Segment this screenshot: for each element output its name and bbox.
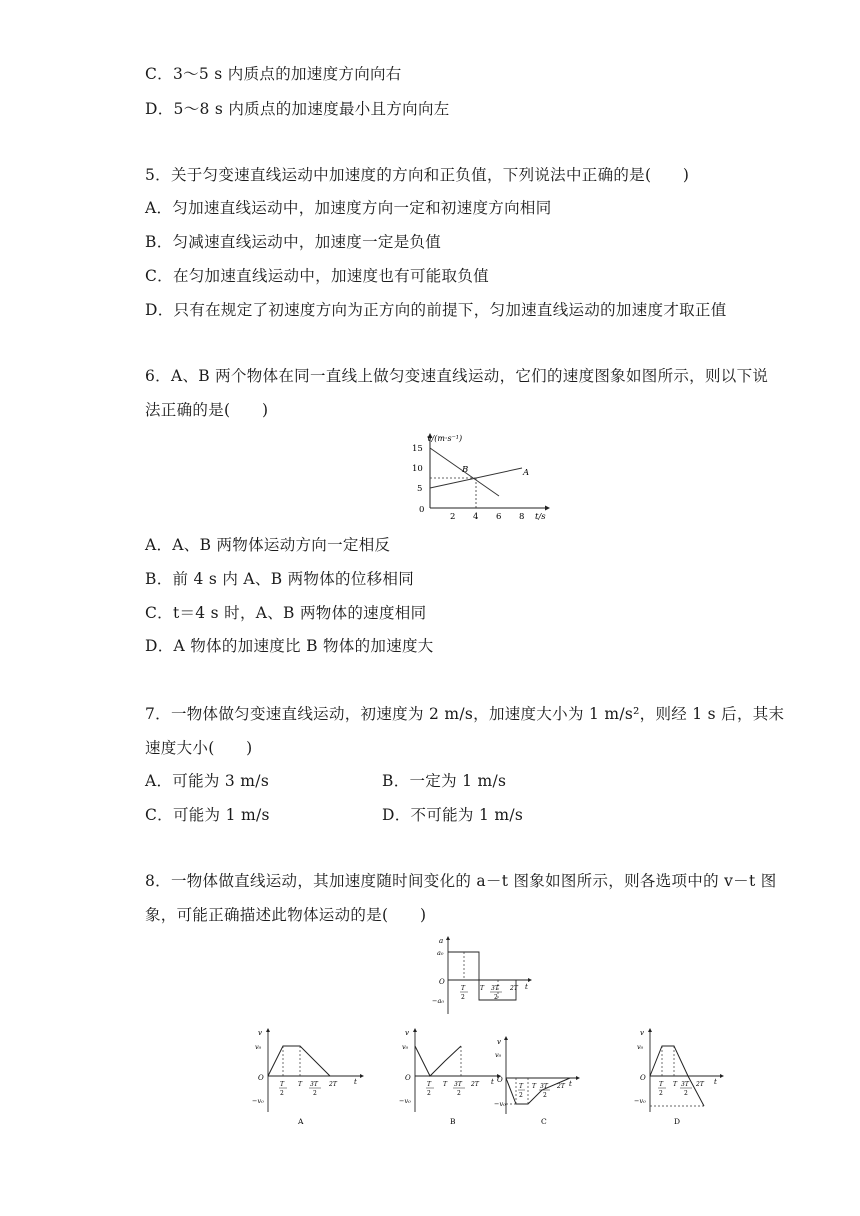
q8-vt-a-option-label: A: [298, 1117, 304, 1126]
q8-stem-line2: 象，可能正确描述此物体运动的是( ): [145, 906, 427, 924]
q8-vt-a-origin: O: [258, 1074, 264, 1082]
q5-option-d: D．只有在规定了初速度方向为正方向的前提下，匀加速直线运动的加速度才取正值: [145, 301, 727, 319]
q6-graph-ytick-5: 5: [417, 484, 423, 494]
q5-option-c: C．在匀加速直线运动中，加速度也有可能取负值: [145, 267, 489, 285]
q6-graph-xtick-6: 6: [496, 512, 502, 520]
svg-text:2: 2: [427, 1090, 431, 1097]
q8-vt-d-v: v: [640, 1029, 644, 1037]
q6-graph-xlabel: t/s: [535, 512, 546, 520]
svg-text:2: 2: [519, 1092, 523, 1099]
q8-at-tick-2T: 2T: [510, 985, 518, 992]
svg-text:T: T: [280, 1081, 285, 1088]
q6-graph-xtick-2: 2: [450, 512, 456, 520]
q8-vt-c-option-label: C: [541, 1117, 547, 1126]
q6-velocity-graph: [405, 428, 555, 520]
q4-option-c: C．3～5 s 内质点的加速度方向向右: [145, 65, 402, 83]
svg-text:T: T: [519, 1083, 524, 1090]
q8-vt-graph-d: [632, 1026, 732, 1130]
q8-at-ylabel: a: [439, 937, 444, 945]
svg-text:2: 2: [494, 994, 498, 1001]
svg-text:2T: 2T: [471, 1081, 479, 1088]
q8-vt-d-option-label: D: [674, 1117, 681, 1126]
svg-text:2: 2: [461, 994, 465, 1001]
q7-stem-line1: 7．一物体做匀变速直线运动，初速度为 2 m/s，加速度大小为 1 m/s²，则经 1 s 后，其末: [145, 705, 785, 723]
q5-stem: 5．关于匀变速直线运动中加速度的方向和正负值，下列说法中正确的是( ): [145, 166, 690, 184]
q8-at-tick-3half: 3T: [491, 985, 499, 992]
q8-at-a0: a₀: [437, 949, 444, 957]
q8-vt-c-v: v: [497, 1038, 501, 1046]
q8-vt-d-origin: O: [640, 1074, 646, 1082]
q8-vt-b-option-label: B: [450, 1117, 456, 1126]
svg-text:3T: 3T: [681, 1081, 689, 1088]
q5-option-a: A．匀加速直线运动中，加速度方向一定和初速度方向相同: [145, 199, 552, 217]
svg-text:T: T: [532, 1083, 537, 1090]
q6-graph-ytick-10: 10: [412, 464, 423, 474]
q6-graph-label-a: A: [523, 468, 530, 478]
svg-text:T: T: [443, 1081, 448, 1088]
q6-option-d: D．A 物体的加速度比 B 物体的加速度大: [145, 637, 434, 655]
q8-at-t: t: [525, 983, 528, 991]
svg-text:T: T: [673, 1081, 678, 1088]
q8-at-tick-half: T: [461, 985, 466, 992]
q8-vt-c-neg-v0: −v₀: [494, 1100, 506, 1108]
svg-text:2: 2: [684, 1090, 688, 1097]
q8-vt-graph-b: [397, 1026, 507, 1130]
q6-option-c: C．t＝4 s 时，A、B 两物体的速度相同: [145, 604, 427, 622]
svg-text:3T: 3T: [454, 1081, 462, 1088]
svg-text:T: T: [659, 1081, 664, 1088]
q4-option-d: D．5～8 s 内质点的加速度最小且方向向左: [145, 100, 450, 118]
svg-text:2: 2: [457, 1090, 461, 1097]
q6-option-b: B．前 4 s 内 A、B 两物体的位移相同: [145, 570, 415, 588]
q6-stem-line2: 法正确的是( ): [145, 401, 269, 419]
q8-vt-b-origin: O: [405, 1074, 411, 1082]
q6-graph-ylabel: v/(m·s⁻¹): [427, 434, 463, 443]
q8-vt-b-neg-v0: −v₀: [399, 1097, 411, 1105]
svg-text:2: 2: [543, 1092, 547, 1099]
q8-at-tick-T: T: [480, 985, 485, 992]
q6-graph-origin: 0: [419, 505, 425, 515]
q8-vt-a-v0: v₀: [255, 1043, 262, 1051]
q8-vt-a-t: t: [354, 1078, 357, 1086]
svg-text:2T: 2T: [696, 1081, 704, 1088]
q6-graph-xtick-4: 4: [473, 512, 479, 520]
svg-text:2T: 2T: [329, 1081, 337, 1088]
q8-acceleration-graph: [428, 932, 538, 1018]
q8-vt-c-origin: O: [497, 1076, 503, 1084]
q7-option-b: B．一定为 1 m/s: [382, 772, 507, 790]
q8-stem-line1: 8．一物体做直线运动，其加速度随时间变化的 a－t 图象如图所示，则各选项中的 v－t 图: [145, 872, 777, 890]
q7-option-c: C．可能为 1 m/s: [145, 806, 270, 824]
q8-vt-c-t: t: [569, 1080, 572, 1088]
svg-text:T: T: [427, 1081, 432, 1088]
q8-vt-a-neg-v0: −v₀: [252, 1097, 264, 1105]
q7-option-a: A．可能为 3 m/s: [145, 772, 270, 790]
q8-vt-graph-c: [494, 1036, 594, 1130]
q8-vt-d-neg-v0: −v₀: [634, 1097, 646, 1105]
svg-text:2: 2: [280, 1090, 284, 1097]
q7-stem-line2: 速度大小( ): [145, 739, 253, 757]
q7-option-d: D．不可能为 1 m/s: [382, 806, 524, 824]
svg-text:2: 2: [659, 1090, 663, 1097]
q8-vt-b-v: v: [405, 1029, 409, 1037]
svg-text:T: T: [298, 1081, 303, 1088]
svg-text:3T: 3T: [540, 1083, 548, 1090]
q8-vt-d-v0: v₀: [637, 1043, 644, 1051]
q8-vt-a-v: v: [258, 1029, 262, 1037]
q8-vt-b-v0: v₀: [402, 1043, 409, 1051]
q6-option-a: A．A、B 两物体运动方向一定相反: [145, 536, 391, 554]
q6-graph-label-b: B: [462, 465, 469, 475]
svg-text:2T: 2T: [557, 1083, 565, 1090]
q6-graph-ytick-15: 15: [412, 444, 423, 454]
q8-vt-c-v0: v₀: [495, 1051, 502, 1059]
svg-text:2: 2: [313, 1090, 317, 1097]
q6-graph-xtick-8: 8: [519, 512, 525, 520]
q8-vt-graph-a: [250, 1026, 370, 1130]
q8-vt-b-t: t: [491, 1078, 494, 1086]
q8-at-neg-a0: −a₀: [432, 997, 444, 1005]
svg-text:3T: 3T: [310, 1081, 318, 1088]
q8-vt-d-t: t: [714, 1078, 717, 1086]
q8-at-origin: O: [439, 978, 445, 986]
q5-option-b: B．匀减速直线运动中，加速度一定是负值: [145, 233, 442, 251]
q6-stem-line1: 6．A、B 两个物体在同一直线上做匀变速直线运动，它们的速度图象如图所示，则以下说: [145, 367, 769, 385]
